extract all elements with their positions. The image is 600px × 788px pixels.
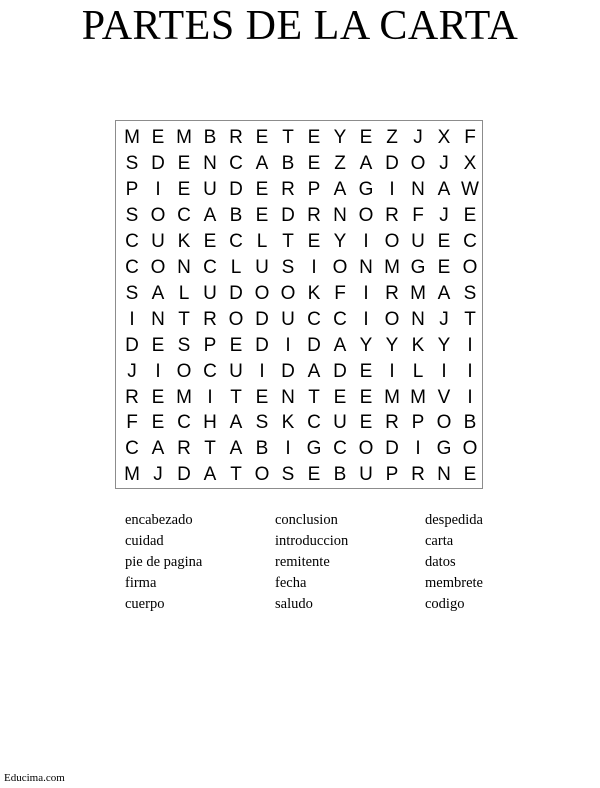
- grid-letter: B: [203, 127, 217, 148]
- grid-letter: C: [229, 230, 243, 252]
- grid-letter: C: [125, 256, 139, 278]
- grid-letter: G: [306, 438, 322, 460]
- grid-letter: I: [389, 360, 395, 382]
- grid-letter: U: [333, 412, 347, 434]
- grid-letter: D: [281, 360, 295, 382]
- grid-letter: E: [255, 127, 269, 148]
- grid-letter: I: [311, 256, 317, 278]
- grid-letter: O: [150, 204, 166, 226]
- grid-letter: E: [151, 127, 165, 148]
- grid-letter: E: [151, 386, 165, 408]
- grid-letter: V: [437, 386, 451, 408]
- grid-letter: E: [437, 256, 451, 278]
- grid-letter: F: [412, 204, 424, 226]
- grid-letter: M: [410, 386, 426, 408]
- grid-letter: Y: [437, 334, 451, 356]
- grid-row: [116, 177, 482, 203]
- word-list-item: despedida: [425, 512, 483, 528]
- grid-row: [116, 255, 482, 281]
- grid-letter: M: [176, 386, 192, 408]
- grid-letter: D: [125, 334, 139, 356]
- grid-letter: J: [127, 360, 137, 382]
- grid-letter: R: [385, 204, 399, 226]
- grid-letter: O: [462, 256, 478, 278]
- grid-letter: I: [441, 360, 447, 382]
- grid-letter: T: [464, 308, 476, 330]
- grid-row: [116, 410, 482, 436]
- grid-letter: L: [230, 256, 242, 278]
- grid-letter: K: [307, 282, 321, 304]
- grid-letter: Y: [333, 127, 347, 148]
- grid-row: [116, 281, 482, 307]
- grid-letter: O: [384, 308, 400, 330]
- grid-letter: B: [463, 412, 477, 434]
- word-list-item: cuerpo: [125, 596, 165, 612]
- grid-letter: K: [281, 412, 295, 434]
- grid-letter: E: [255, 386, 269, 408]
- grid-letter: B: [255, 438, 269, 460]
- grid-letter: A: [255, 152, 269, 174]
- grid-letter: R: [177, 438, 191, 460]
- grid-letter: I: [467, 360, 473, 382]
- grid-letter: E: [177, 152, 191, 174]
- grid-letter: S: [255, 412, 269, 434]
- grid-letter: J: [439, 204, 449, 226]
- grid-letter: S: [125, 282, 139, 304]
- grid-row: [116, 436, 482, 462]
- grid-row: [116, 333, 482, 359]
- page-title: PARTES DE LA CARTA: [81, 3, 519, 49]
- grid-letter: O: [150, 256, 166, 278]
- word-list-item: membrete: [425, 575, 483, 591]
- word-list-item: pie de pagina: [125, 554, 203, 570]
- grid-letter: A: [229, 412, 243, 434]
- grid-letter: S: [125, 204, 139, 226]
- grid-letter: Z: [386, 127, 398, 148]
- word-list-item: carta: [425, 533, 454, 549]
- grid-letter: T: [178, 308, 190, 330]
- grid-letter: A: [203, 464, 217, 486]
- grid-letter: L: [178, 282, 190, 304]
- grid-row: [116, 203, 482, 229]
- grid-letter: K: [411, 334, 425, 356]
- grid-letter: E: [359, 386, 373, 408]
- grid-letter: U: [229, 360, 243, 382]
- grid-letter: R: [385, 282, 399, 304]
- grid-row: [116, 229, 482, 255]
- grid-letter: C: [463, 230, 477, 252]
- grid-letter: P: [125, 178, 139, 200]
- grid-letter: R: [281, 178, 295, 200]
- grid-letter: E: [359, 127, 373, 148]
- grid-letter: O: [384, 230, 400, 252]
- grid-letter: E: [359, 360, 373, 382]
- word-list-item: encabezado: [125, 512, 193, 528]
- grid-letter: F: [126, 412, 138, 434]
- grid-letter: I: [363, 282, 369, 304]
- grid-letter: C: [307, 308, 321, 330]
- grid-letter: P: [385, 464, 399, 486]
- grid-letter: P: [203, 334, 217, 356]
- grid-letter: D: [333, 360, 347, 382]
- grid-letter: N: [177, 256, 191, 278]
- grid-letter: B: [229, 204, 243, 226]
- grid-letter: Y: [385, 334, 399, 356]
- grid-row: [116, 462, 482, 488]
- grid-letter: U: [255, 256, 269, 278]
- grid-letter: L: [412, 360, 424, 382]
- grid-letter: Y: [333, 230, 347, 252]
- word-list-item: codigo: [425, 596, 465, 612]
- grid-letter: T: [230, 386, 242, 408]
- grid-letter: A: [307, 360, 321, 382]
- grid-letter: H: [203, 412, 217, 434]
- grid-letter: S: [463, 282, 477, 304]
- grid-letter: C: [229, 152, 243, 174]
- word-list-item: remitente: [275, 554, 330, 570]
- word-list: [125, 510, 525, 620]
- grid-letter: X: [463, 152, 477, 174]
- grid-letter: I: [155, 178, 161, 200]
- grid-letter: A: [333, 178, 347, 200]
- grid-letter: I: [415, 438, 421, 460]
- grid-letter: Z: [334, 152, 346, 174]
- grid-letter: O: [358, 438, 374, 460]
- grid-letter: R: [411, 464, 425, 486]
- grid-letter: U: [203, 282, 217, 304]
- grid-letter: D: [177, 464, 191, 486]
- grid-letter: B: [333, 464, 347, 486]
- grid-letter: E: [151, 334, 165, 356]
- grid-letter: I: [363, 308, 369, 330]
- grid-letter: N: [411, 178, 425, 200]
- grid-letter: C: [333, 308, 347, 330]
- grid-letter: M: [124, 127, 140, 148]
- grid-letter: A: [151, 438, 165, 460]
- grid-letter: N: [151, 308, 165, 330]
- grid-letter: M: [176, 127, 192, 148]
- grid-letter: K: [177, 230, 191, 252]
- grid-letter: C: [333, 438, 347, 460]
- grid-letter: S: [125, 152, 139, 174]
- grid-letter: D: [307, 334, 321, 356]
- grid-letter: T: [282, 127, 294, 148]
- grid-letter: U: [203, 178, 217, 200]
- grid-letter: I: [285, 438, 291, 460]
- grid-letter: A: [437, 282, 451, 304]
- grid-letter: R: [203, 308, 217, 330]
- grid-letter: I: [363, 230, 369, 252]
- grid-letter: M: [124, 464, 140, 486]
- grid-letter: S: [177, 334, 191, 356]
- word-list-item: introduccion: [275, 533, 349, 549]
- word-list-item: saludo: [275, 596, 313, 612]
- grid-row: [116, 307, 482, 333]
- grid-letter: R: [229, 127, 243, 148]
- grid-letter: W: [461, 178, 479, 200]
- grid-letter: S: [281, 256, 295, 278]
- grid-row: [116, 359, 482, 385]
- grid-letter: N: [203, 152, 217, 174]
- grid-letter: I: [467, 386, 473, 408]
- grid-letter: E: [307, 230, 321, 252]
- grid-letter: Y: [359, 334, 373, 356]
- word-list-item: cuidad: [125, 533, 164, 549]
- grid-letter: D: [229, 282, 243, 304]
- grid-letter: E: [177, 178, 191, 200]
- grid-letter: A: [229, 438, 243, 460]
- grid-letter: G: [436, 438, 452, 460]
- word-list-item: fecha: [275, 575, 307, 591]
- grid-letter: U: [151, 230, 165, 252]
- grid-letter: C: [177, 412, 191, 434]
- grid-letter: E: [333, 386, 347, 408]
- grid-letter: U: [411, 230, 425, 252]
- grid-letter: D: [385, 438, 399, 460]
- grid-letter: N: [359, 256, 373, 278]
- grid-letter: M: [384, 386, 400, 408]
- grid-letter: B: [281, 152, 295, 174]
- grid-letter: A: [437, 178, 451, 200]
- grid-letter: I: [155, 360, 161, 382]
- grid-row: [116, 385, 482, 411]
- grid-letter: U: [359, 464, 373, 486]
- word-list-item: datos: [425, 554, 456, 570]
- grid-letter: O: [462, 438, 478, 460]
- grid-letter: O: [436, 412, 452, 434]
- footer-credit: Educima.com: [4, 772, 65, 784]
- grid-letter: D: [281, 204, 295, 226]
- grid-letter: D: [385, 152, 399, 174]
- grid-letter: A: [333, 334, 347, 356]
- grid-letter: C: [125, 230, 139, 252]
- grid-letter: I: [129, 308, 135, 330]
- grid-letter: I: [285, 334, 291, 356]
- grid-letter: X: [437, 127, 451, 148]
- grid-letter: E: [203, 230, 217, 252]
- grid-letter: O: [254, 282, 270, 304]
- grid-letter: J: [153, 464, 163, 486]
- grid-letter: G: [410, 256, 426, 278]
- grid-letter: E: [359, 412, 373, 434]
- grid-letter: D: [255, 308, 269, 330]
- grid-letter: J: [439, 308, 449, 330]
- grid-letter: O: [280, 282, 296, 304]
- grid-row: [116, 125, 482, 151]
- grid-letter: T: [204, 438, 216, 460]
- grid-letter: L: [256, 230, 268, 252]
- grid-letter: T: [230, 464, 242, 486]
- grid-letter: E: [463, 204, 477, 226]
- grid-letter: E: [307, 152, 321, 174]
- grid-letter: I: [259, 360, 265, 382]
- grid-letter: E: [151, 412, 165, 434]
- grid-row: [116, 151, 482, 177]
- grid-letter: E: [307, 464, 321, 486]
- grid-letter: E: [255, 178, 269, 200]
- grid-letter: N: [281, 386, 295, 408]
- grid-letter: F: [334, 282, 346, 304]
- grid-letter: I: [389, 178, 395, 200]
- grid-letter: E: [463, 464, 477, 486]
- grid-letter: J: [439, 152, 449, 174]
- grid-letter: O: [176, 360, 192, 382]
- grid-letter: E: [307, 127, 321, 148]
- word-search-grid: [115, 120, 483, 489]
- grid-letter: C: [177, 204, 191, 226]
- grid-letter: M: [410, 282, 426, 304]
- grid-letter: I: [467, 334, 473, 356]
- grid-letter: A: [203, 204, 217, 226]
- grid-letter: D: [255, 334, 269, 356]
- grid-letter: O: [358, 204, 374, 226]
- grid-letter: D: [151, 152, 165, 174]
- grid-letter: O: [332, 256, 348, 278]
- grid-letter: M: [384, 256, 400, 278]
- grid-letter: I: [207, 386, 213, 408]
- grid-letter: R: [125, 386, 139, 408]
- grid-letter: T: [282, 230, 294, 252]
- grid-letter: A: [151, 282, 165, 304]
- grid-letter: E: [255, 204, 269, 226]
- grid-letter: G: [358, 178, 374, 200]
- grid-letter: C: [307, 412, 321, 434]
- grid-letter: E: [229, 334, 243, 356]
- grid-letter: O: [410, 152, 426, 174]
- grid-letter: N: [411, 308, 425, 330]
- grid-letter: R: [385, 412, 399, 434]
- grid-letter: R: [307, 204, 321, 226]
- word-list-item: firma: [125, 575, 157, 591]
- grid-letter: P: [307, 178, 321, 200]
- grid-letter: C: [203, 256, 217, 278]
- grid-letter: T: [308, 386, 320, 408]
- grid-letter: J: [413, 127, 423, 148]
- grid-letter: D: [229, 178, 243, 200]
- grid-letter: F: [464, 127, 476, 148]
- grid-letter: N: [333, 204, 347, 226]
- grid-letter: P: [411, 412, 425, 434]
- grid-letter: C: [203, 360, 217, 382]
- grid-letter: O: [254, 464, 270, 486]
- grid-letter: S: [281, 464, 295, 486]
- grid-letter: C: [125, 438, 139, 460]
- grid-letter: A: [359, 152, 373, 174]
- word-list-item: conclusion: [275, 512, 338, 528]
- grid-letter: N: [437, 464, 451, 486]
- grid-letter: O: [228, 308, 244, 330]
- grid-letter: E: [437, 230, 451, 252]
- grid-letter: U: [281, 308, 295, 330]
